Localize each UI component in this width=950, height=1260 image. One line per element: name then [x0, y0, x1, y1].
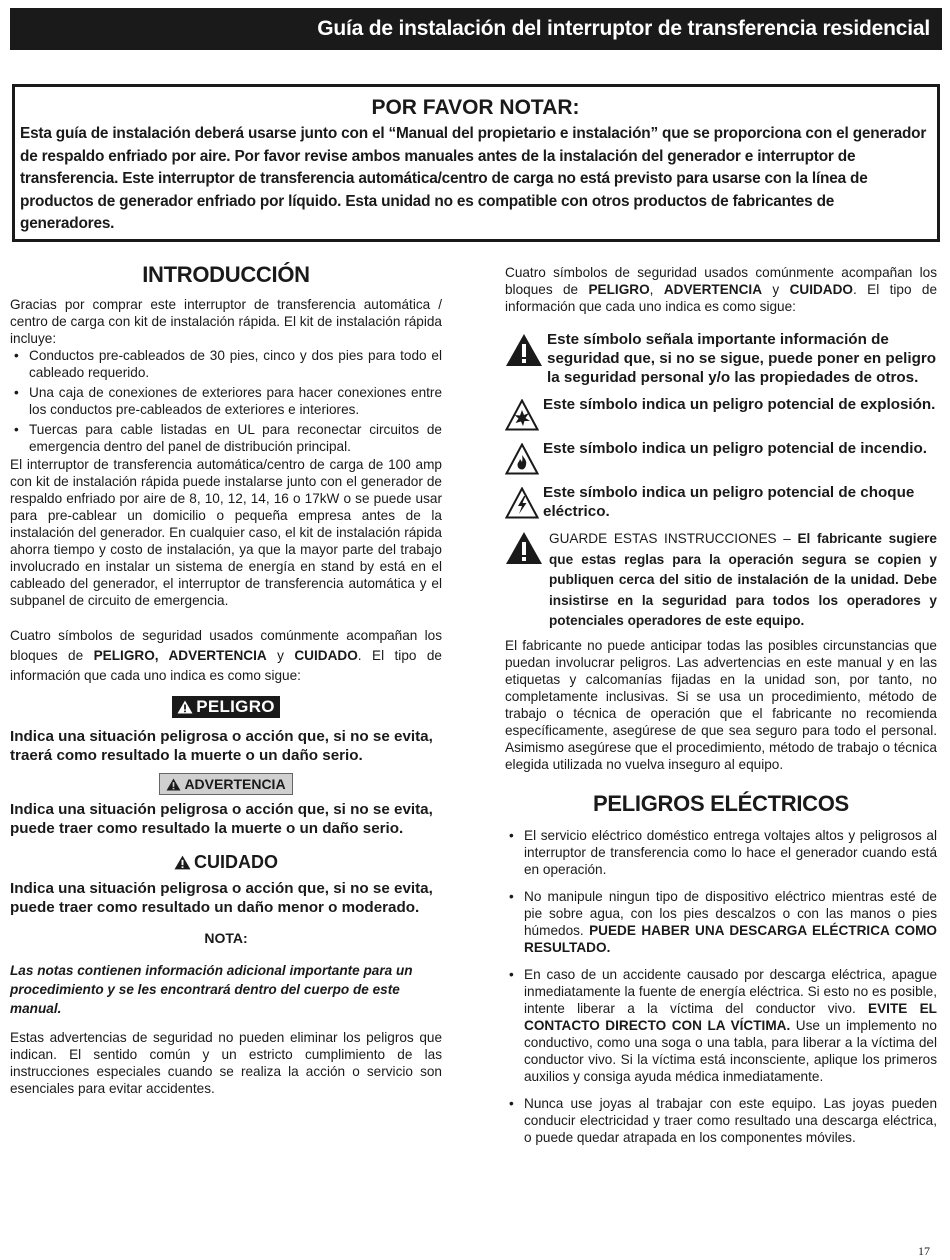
guard-instructions-row	[505, 529, 937, 632]
exclamation-triangle-icon	[505, 531, 543, 565]
symbol-shock-row	[505, 483, 937, 521]
nota-title: NOTA:	[204, 930, 248, 946]
intro-title: INTRODUCCIÓN	[142, 262, 310, 287]
symbol-explosion-row	[505, 395, 937, 431]
advertencia-text: Indica una situación peligrosa o acción que, si no se evita, puede traer como resultado la muerte o un daño serio.	[10, 801, 433, 837]
symbol-fire-row	[505, 439, 937, 475]
right-column	[505, 264, 937, 1149]
list-item: • El servicio eléctrico doméstico entrega voltajes altos y peligrosos al interruptor de transferencia como lo hace el generador cuando está en operación.	[505, 827, 937, 878]
notice-text: Esta guía de instalación deberá usarse junto con el “Manual del propietario e instalación” que se proporciona con el generador de respaldo enfriado por aire. Por favor revise ambos manuales antes de la instalación del generador e interruptor de transferencia. Este interruptor de transferencia automática/centro de carga no está previsto para usarse con la línea de productos de generador enfriado por líquido. Esta unidad no es compatible con otros productos de fabricantes de generadores.	[20, 125, 927, 233]
cuidado-badge: CUIDADO	[174, 851, 278, 873]
intro-paragraph-2: El interruptor de transferencia automática/centro de carga de 100 amp con kit de instalación rápida puede instalarse junto con el generador de respaldo enfriado por aire de 8, 10, 12, 14, 16 o 17kW o se puede usar para pre-cablear un domicilio o pequeña empresa antes de la instalación del generador. En cualquier caso, el kit de instalación rápida ahorra tiempo y costo de instalación, ya que la mayor parte del trabajo involucrado en instalar un sistema de energía en stand by está en el cableado del generador, el interruptor de transferencia automática y el subpanel de circuito de emergencia.	[10, 457, 442, 608]
list-item: • Tuercas para cable listadas en UL para reconectar circuitos de emergencia dentro del panel de distribución principal.	[10, 421, 442, 455]
nota-text: Las notas contienen información adicional importante para un procedimiento y se les encontrará dentro del cuerpo de este manual.	[10, 963, 413, 1016]
header-bar	[10, 8, 942, 50]
electrical-title: PELIGROS ELÉCTRICOS	[593, 790, 849, 816]
intro-paragraph: Gracias por comprar este interruptor de transferencia automática / centro de carga con kit de instalación rápida. El kit de instalación rápida incluye:	[10, 297, 442, 346]
explosion-icon	[505, 399, 539, 431]
peligro-badge: PELIGRO	[172, 696, 280, 718]
list-item: • Conductos pre-cableados de 30 pies, cinco y dos pies para todo el cableado requerido.	[10, 347, 442, 381]
closing-paragraph: Estas advertencias de seguridad no pueden eliminar los peligros que indican. El sentido común y un estricto cumplimiento de las instrucciones especiales cuando se realiza la acción o servicio son esenciales para evitar accidentes.	[10, 1030, 442, 1096]
symbols-intro-left: Cuatro símbolos de seguridad usados comúnmente acompañan los bloques de PELIGRO, ADVERTENCIA y CUIDADO. El tipo de información que cada uno indica es como sigue:	[10, 628, 442, 683]
advertencia-badge: ADVERTENCIA	[159, 773, 292, 795]
kit-list	[10, 347, 442, 455]
exclamation-triangle-icon	[505, 333, 543, 367]
manufacturer-paragraph: El fabricante no puede anticipar todas las posibles circunstancias que puedan involucrar peligros. Las advertencias en este manual y en las etiquetas y calcomanías fijadas en la unidad son, por tanto, no completamente inclusivas. Si se usa un procedimiento, método de trabajo o técnica de operación que el fabricante no recomienda específicamente, asegúrese de que sea seguro para todo el personal. Asimismo asegúrese que el procedimiento, método de trabajo o técnica elegida utilizada no vuelva inseguro al equipo.	[505, 637, 937, 772]
warning-triangle-icon	[177, 700, 193, 714]
symbol-shock-text: Este símbolo indica un peligro potencial de choque eléctrico.	[543, 484, 915, 520]
cuidado-text: Indica una situación peligrosa o acción que, si no se evita, puede traer como resultado un daño menor o moderado.	[10, 880, 433, 916]
symbols-intro-right: Cuatro símbolos de seguridad usados comúnmente acompañan los bloques de PELIGRO, ADVERTENCIA y CUIDADO. El tipo de información que cada uno indica es como sigue:	[505, 265, 938, 314]
symbol-safety-row	[505, 330, 937, 387]
cuidado-signal	[10, 851, 442, 873]
warning-triangle-icon	[166, 778, 181, 791]
advertencia-signal	[10, 773, 442, 795]
notice-box	[12, 84, 940, 242]
electric-shock-icon	[505, 487, 539, 519]
peligro-text: Indica una situación peligrosa o acción que, si no se evita, traerá como resultado la muerte o un daño serio.	[10, 728, 433, 764]
left-column	[10, 260, 442, 1097]
list-item: • Nunca use joyas al trabajar con este equipo. Las joyas pueden conducir electricidad y traer como resultado una descarga eléctrica, o puede quedar atrapada en los componentes móviles.	[505, 1095, 937, 1146]
header-title: Guía de instalación del interruptor de transferencia residencial	[317, 17, 930, 40]
symbol-safety-text: Este símbolo señala importante información de seguridad que, si no se sigue, puede poner en peligro la seguridad personal y/o las propiedades de otros.	[547, 331, 937, 386]
fire-icon	[505, 443, 539, 475]
electrical-list	[505, 827, 937, 1146]
list-item: • En caso de un accidente causado por descarga eléctrica, apague inmediatamente la fuente de energía eléctrica. Si esto no es posible, intente liberar a la víctima del conductor vivo. EVITE EL CONTACTO DIRECTO CON LA VÍCTIMA. Use un implemento no conductivo, como una soga o una tabla, para liberar a la víctima del conductor vivo. Si la víctima está inconsciente, aplique los primeros auxilios y consiga ayuda médica inmediatamente.	[505, 966, 937, 1085]
notice-title: POR FAVOR NOTAR:	[371, 96, 580, 119]
symbol-fire-text: Este símbolo indica un peligro potencial de incendio.	[543, 440, 927, 457]
list-item: • Una caja de conexiones de exteriores para hacer conexiones entre los conductos pre-cableados de exteriores e interiores.	[10, 384, 442, 418]
symbol-explosion-text: Este símbolo indica un peligro potencial de explosión.	[543, 396, 936, 413]
peligro-signal	[10, 696, 442, 718]
page-number: 17	[918, 1244, 930, 1258]
list-item: • No manipule ningun tipo de dispositivo eléctrico mientras esté de pie sobre agua, con los pies descalzos o con las manos o pies húmedos. PUEDE HABER UNA DESCARGA ELÉCTRICA COMO RESULTADO.	[505, 888, 937, 956]
guard-instructions-text: GUARDE ESTAS INSTRUCCIONES – El fabricante sugiere que estas reglas para la operación segura se copien y publiquen cerca del sitio de instalación de la unidad. Debe insistirse en la seguridad para todos los operadores y potenciales operadores de este equipo.	[549, 531, 937, 628]
warning-triangle-icon	[174, 855, 191, 870]
